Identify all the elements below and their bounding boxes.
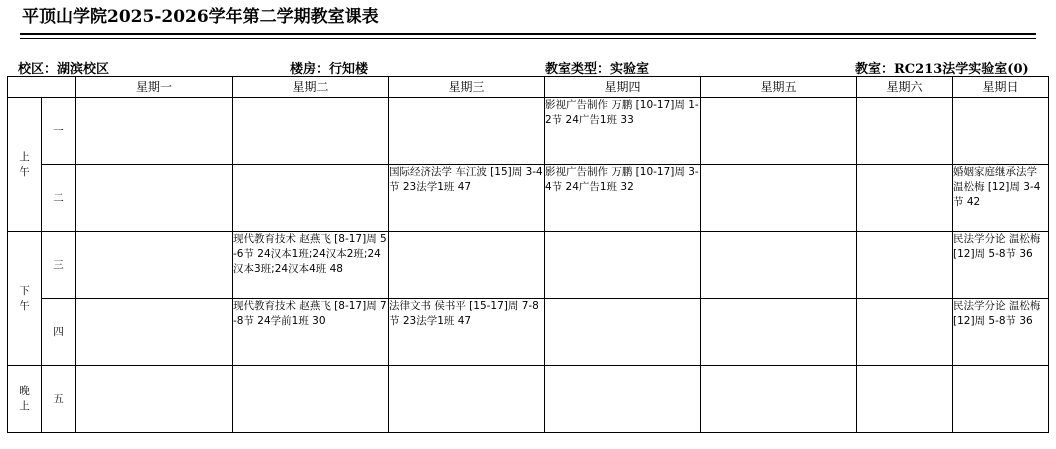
course-cell [857, 98, 953, 165]
table-row [8, 366, 1049, 433]
course-cell [545, 366, 701, 433]
day-header-sun: 星期日 [953, 77, 1049, 98]
header-row [8, 77, 1049, 98]
course-cell: 影视广告制作 万鹏 [10-17]周 3-4节 24广告1班 32 [545, 165, 701, 232]
course-cell [701, 232, 857, 299]
table-row [8, 98, 1049, 165]
period-afternoon-label: 下午 [19, 284, 30, 312]
course-cell: 现代教育技术 赵燕飞 [8-17]周 7-8节 24学前1班 30 [233, 299, 389, 366]
course-cell: 国际经济法学 车江波 [15]周 3-4节 23法学1班 47 [389, 165, 545, 232]
course-cell: 影视广告制作 万鹏 [10-17]周 1-2节 24广告1班 33 [545, 98, 701, 165]
table-row [8, 232, 1049, 299]
period-evening-label: 晚上 [19, 385, 30, 412]
day-header-mon: 星期一 [76, 77, 233, 98]
course-cell [76, 299, 233, 366]
course-cell [76, 232, 233, 299]
title-rule-thick [20, 33, 1036, 35]
course-cell: 民法学分论 温松梅 [12]周 5-8节 36 [953, 299, 1049, 366]
day-header-thu: 星期四 [545, 77, 701, 98]
slot-label: 五 [42, 366, 76, 433]
slot-label: 一 [42, 98, 76, 165]
page-title: 平顶山学院2025-2026学年第二学期教室课表 [22, 7, 379, 27]
course-cell [857, 299, 953, 366]
table-row [8, 299, 1049, 366]
course-cell [857, 165, 953, 232]
course-cell [701, 165, 857, 232]
corner-cell [8, 77, 76, 98]
course-cell [545, 232, 701, 299]
room-type-label: 教室类型：实验室 [545, 62, 650, 77]
day-header-wed: 星期三 [389, 77, 545, 98]
day-header-tue: 星期二 [233, 77, 389, 98]
period-morning [8, 98, 42, 232]
course-cell [701, 98, 857, 165]
period-afternoon [8, 232, 42, 366]
course-cell [76, 366, 233, 433]
course-cell [857, 232, 953, 299]
course-cell: 法律文书 侯书平 [15-17]周 7-8节 23法学1班 47 [389, 299, 545, 366]
title-rule-thin [20, 38, 1036, 39]
course-cell [545, 299, 701, 366]
course-cell [233, 165, 389, 232]
course-cell [76, 98, 233, 165]
day-header-sat: 星期六 [857, 77, 953, 98]
table-row [8, 165, 1049, 232]
period-morning-label: 上午 [19, 150, 30, 178]
room-label: 教室：RC213法学实验室(0) [855, 62, 1029, 77]
course-cell [233, 366, 389, 433]
course-cell [389, 232, 545, 299]
course-cell: 现代教育技术 赵燕飞 [8-17]周 5-6节 24汉本1班;24汉本2班;24汉本3班;24汉本4班 48 [233, 232, 389, 299]
period-evening [8, 366, 42, 433]
course-cell [701, 299, 857, 366]
course-cell [701, 366, 857, 433]
course-cell [953, 366, 1049, 433]
slot-label: 二 [42, 165, 76, 232]
timetable [7, 76, 1049, 433]
slot-label: 三 [42, 232, 76, 299]
course-cell: 民法学分论 温松梅 [12]周 5-8节 36 [953, 232, 1049, 299]
course-cell [953, 98, 1049, 165]
course-cell [389, 98, 545, 165]
course-cell [389, 366, 545, 433]
building-label: 楼房：行知楼 [290, 62, 369, 77]
course-cell [233, 98, 389, 165]
course-cell [857, 366, 953, 433]
course-cell: 婚姻家庭继承法学 温松梅 [12]周 3-4节 42 [953, 165, 1049, 232]
campus-label: 校区：湖滨校区 [18, 62, 110, 77]
course-cell [76, 165, 233, 232]
day-header-fri: 星期五 [701, 77, 857, 98]
slot-label: 四 [42, 299, 76, 366]
